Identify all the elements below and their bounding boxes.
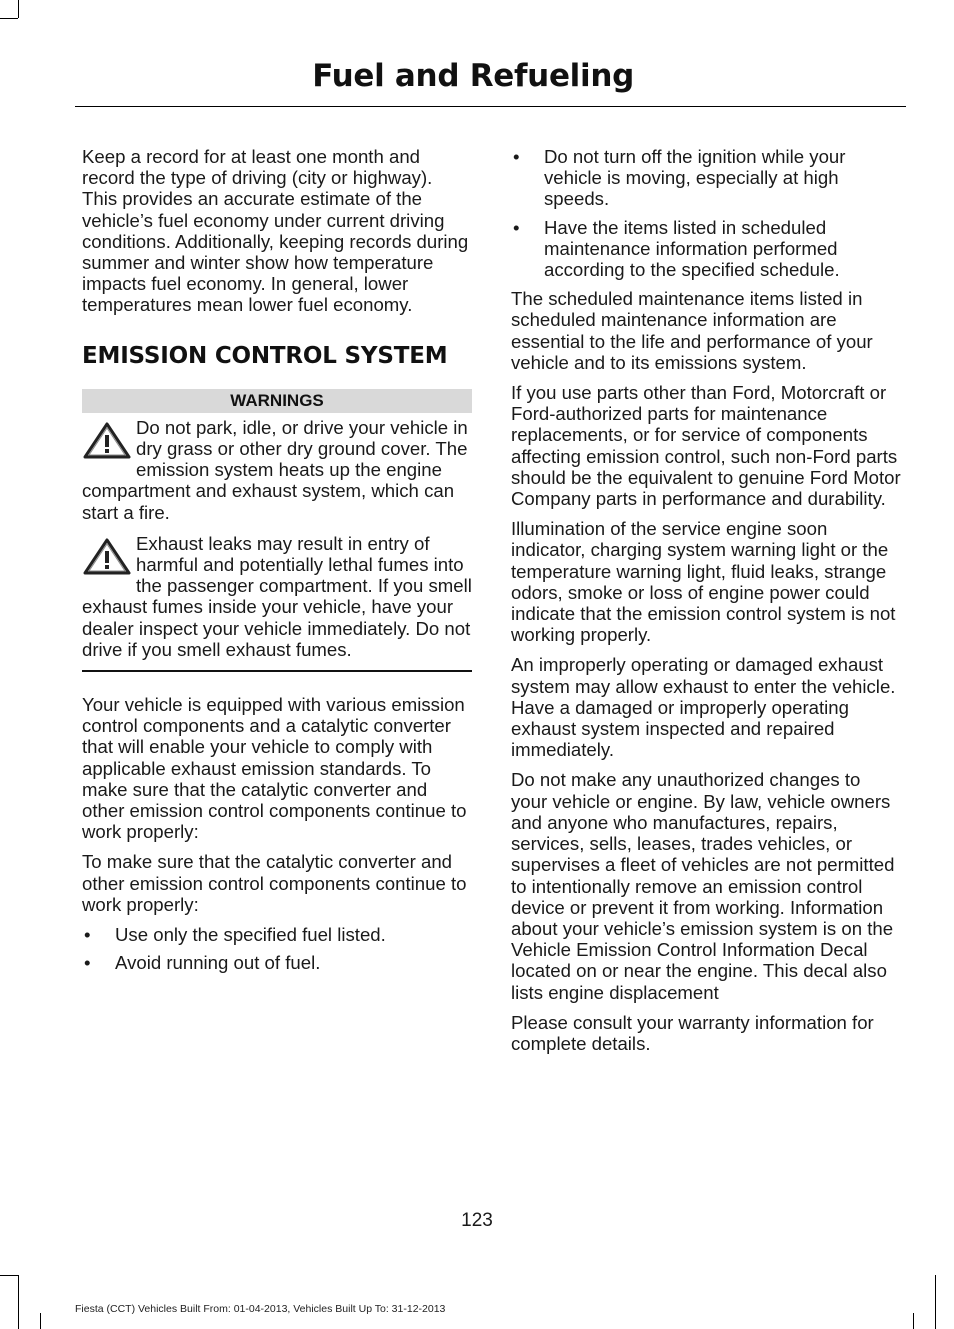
bullet-list	[511, 146, 901, 280]
crop-mark	[935, 1275, 936, 1329]
bullet-glyph: •	[84, 924, 91, 946]
body-paragraph: If you use parts other than Ford, Motorcraft or Ford-authorized parts for maintenance replacements, or for service of components affecting emission control, such non-Ford parts should be the equivalent to genuine Ford Motor Company parts in performance and durability.	[511, 382, 901, 510]
body-paragraph: Illumination of the service engine soon indicator, charging system warning light or the temperature warning light, fluid leaks, strange odors, smoke or loss of engine power could indicate that the emission control system is not working properly.	[511, 518, 896, 646]
bullet-list	[82, 924, 472, 973]
crop-mark	[18, 0, 19, 18]
body-paragraph: To make sure that the catalytic converter and other emission control components continue to work properly:	[82, 851, 467, 915]
body-paragraph: Your vehicle is equipped with various emission control components and a catalytic converter that will enable your vehicle to comply with applicable exhaust emission standards. To make sure that the catalytic converter and other emission control components continue to work properly:	[82, 694, 467, 843]
crop-mark	[40, 1313, 41, 1329]
body-paragraph: An improperly operating or damaged exhaust system may allow exhaust to enter the vehicle. Have a damaged or improperly operating exhaust system inspected and repaired immediately.	[511, 654, 896, 761]
list-item-text: Avoid running out of fuel.	[115, 952, 321, 974]
warning-text: Do not park, idle, or drive your vehicle in dry grass or other dry ground cover. The emission system heats up the engine compartment and exhaust system, which can start a fire.	[82, 416, 468, 523]
bullet-glyph: •	[513, 216, 520, 238]
left-column	[82, 146, 472, 982]
warning-triangle-icon	[82, 537, 132, 577]
right-column	[511, 146, 901, 1063]
footer-text: Fiesta (CCT) Vehicles Built From: 01-04-2013, Vehicles Built Up To: 31-12-2013	[75, 1303, 446, 1315]
crop-mark	[913, 1313, 914, 1329]
body-paragraph: Do not make any unauthorized changes to your vehicle or engine. By law, vehicle owners and anyone who manufactures, repairs, services, sells, leases, trades vehicles, or supervises a fleet of vehicles are not permitted to intentionally remove an emission control device or prevent it from working. Information about your vehicle’s emission system is on the Vehicle Emission Control Information Decal located on or near the engine. This decal also lists engine displacement	[511, 769, 895, 1003]
page-number: 123	[461, 1210, 493, 1231]
crop-mark	[0, 1275, 18, 1276]
warning-triangle-icon	[82, 421, 132, 461]
body-paragraph: The scheduled maintenance items listed in scheduled maintenance information are essential to the life and performance of your vehicle and to its emissions system.	[511, 288, 873, 373]
warnings-end-rule	[82, 670, 472, 672]
page-title: Fuel and Refueling	[312, 58, 634, 94]
list-item-text: Use only the specified fuel listed.	[115, 924, 386, 946]
warning-item	[82, 417, 472, 523]
list-item-text: Do not turn off the ignition while your vehicle is moving, especially at high speeds.	[544, 146, 846, 210]
list-item	[82, 952, 472, 973]
intro-paragraph: Keep a record for at least one month and record the type of driving (city or highway). This provides an accurate estimate of the vehicle’s fuel economy under current driving conditions. Additionally, keeping records during summer and winter show how temperature impacts fuel economy. In general, lower temperatures mean lower fuel economy.	[82, 146, 469, 316]
list-item-text: Have the items listed in scheduled maintenance information performed according to the specified schedule.	[544, 216, 840, 281]
section-heading: EMISSION CONTROL SYSTEM	[82, 342, 448, 369]
warning-text: Exhaust leaks may result in entry of harmful and potentially lethal fumes into the passenger compartment. If you smell exhaust fumes inside your vehicle, have your dealer inspect your vehicle immediately. Do not drive if you smell exhaust fumes.	[82, 532, 472, 660]
list-item	[82, 924, 472, 945]
body-paragraph: Please consult your warranty information for complete details.	[511, 1011, 874, 1054]
warning-item	[82, 533, 472, 660]
title-divider	[75, 106, 906, 107]
list-item	[511, 217, 901, 281]
crop-mark	[0, 18, 18, 19]
crop-mark	[18, 1275, 19, 1329]
list-item	[511, 146, 901, 210]
bullet-glyph: •	[513, 146, 520, 167]
warnings-header: WARNINGS	[82, 389, 472, 413]
bullet-glyph: •	[84, 952, 91, 974]
